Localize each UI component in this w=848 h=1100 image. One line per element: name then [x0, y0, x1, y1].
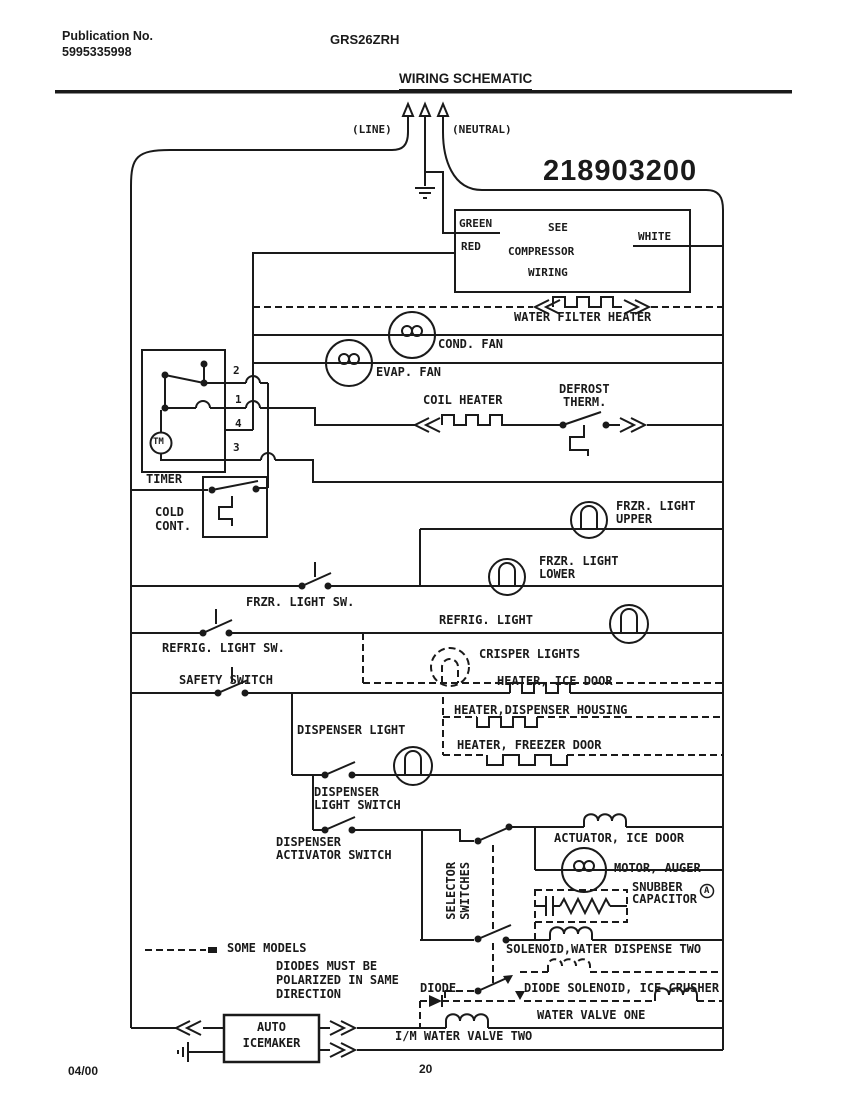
im-water-valve-two-label: I/M WATER VALVE TWO [395, 1029, 533, 1043]
snubber-capacitor-icon [535, 896, 627, 916]
solenoid-water-dispense-label: SOLENOID,WATER DISPENSE TWO [506, 942, 702, 956]
selector-switches-label [445, 842, 473, 940]
publication-number: 5995335998 [62, 45, 132, 59]
timer-motor-label: TM [153, 437, 164, 447]
dispenser-light-switch-label-1: DISPENSER [314, 785, 380, 799]
timer-contact-2: 2 [233, 364, 240, 377]
heater-freezer-door-label: HEATER, FREEZER DOOR [457, 738, 602, 752]
dispenser-activator-switch-label-2: ACTIVATOR SWITCH [276, 848, 392, 862]
selector-switches-label-1: SELECTOR [444, 861, 459, 920]
compressor-label: COMPRESSOR [508, 245, 575, 258]
model-number: GRS26ZRH [330, 32, 400, 47]
cold-control-label-2: CONT. [155, 519, 192, 533]
coil-heater-label: COIL HEATER [423, 393, 503, 407]
dispenser-light-label: DISPENSER LIGHT [297, 723, 406, 737]
left-rail [131, 132, 408, 1028]
cond-fan-label: COND. FAN [438, 337, 504, 351]
legend-dash-end [208, 947, 217, 953]
solid-wiring [131, 104, 723, 1062]
selector-switches-label-2: SWITCHES [458, 861, 472, 920]
solenoid-water-dispense-coil-icon [550, 927, 592, 940]
frzr-light-upper-lamp-icon [571, 502, 607, 538]
dispenser-light-lamp-icon [394, 747, 432, 785]
frzr-light-lower-label-1: FRZR. LIGHT [539, 554, 619, 568]
page-title: WIRING SCHEMATIC [399, 71, 532, 91]
coil-heater-icon [415, 415, 560, 432]
power-plug-icon [403, 104, 448, 132]
diode-icon [429, 995, 442, 1007]
ice-crusher-solenoid-coil-icon [548, 959, 590, 972]
diode-solenoid-ice-crusher-label: DIODE SOLENOID, ICE CRUSHER [524, 981, 720, 995]
heater-dispenser-housing-label: HEATER,DISPENSER HOUSING [454, 703, 628, 717]
heater-freezer-door-icon [487, 755, 567, 765]
motor-auger-label: MOTOR, AUGER [614, 861, 701, 875]
part-number: 218903200 [543, 155, 698, 187]
footer-page-number: 20 [419, 1062, 433, 1076]
refrig-light-sw-label: REFRIG. LIGHT SW. [162, 641, 285, 655]
frzr-light-upper-label-1: FRZR. LIGHT [616, 499, 696, 513]
compressor-wiring-label: WIRING [528, 266, 568, 279]
ground-icon [415, 132, 435, 198]
snubber-label-2: CAPACITOR [632, 892, 698, 906]
diode-note-line-1: DIODES MUST BE [276, 959, 378, 973]
frzr-light-lower-lamp-icon [489, 559, 525, 595]
diode-note-line-2: POLARIZED IN SAME [276, 973, 399, 987]
wire-green-label: GREEN [459, 217, 493, 230]
wire-red-label: RED [461, 240, 481, 253]
publication-label: Publication No. [62, 29, 153, 43]
wire-white-label: WHITE [638, 230, 672, 243]
snubber-label-1: SNUBBER [632, 880, 683, 894]
refrig-light-lamp-icon [610, 605, 648, 643]
defrost-therm-label-1: DEFROST [559, 382, 610, 396]
water-valve-one-label: WATER VALVE ONE [537, 1008, 646, 1022]
snubber-mark-label: A [704, 886, 710, 896]
timer-contact-4: 4 [235, 417, 242, 430]
crisper-lights-label: CRISPER LIGHTS [479, 647, 581, 661]
diode-note-line-3: DIRECTION [276, 987, 342, 1001]
dispenser-activator-switch-label-1: DISPENSER [276, 835, 342, 849]
right-rail [443, 132, 723, 1050]
icemaker-ground-icon [178, 1042, 224, 1062]
timer-contact-3: 3 [233, 441, 240, 454]
actuator-ice-door-label: ACTUATOR, ICE DOOR [554, 831, 685, 845]
cold-control-label-1: COLD [155, 505, 184, 519]
heater-dispenser-housing-icon [477, 717, 537, 727]
diode-label: DIODE [420, 981, 457, 995]
water-filter-heater-label: WATER FILTER HEATER [514, 310, 652, 324]
safety-switch-label: SAFETY SWITCH [179, 673, 273, 687]
legend-label: SOME MODELS [227, 941, 307, 955]
heater-ice-door-label: HEATER, ICE DOOR [497, 674, 613, 688]
compressor-see-label: SEE [548, 221, 568, 234]
frzr-light-upper-label-2: UPPER [616, 512, 653, 526]
auto-icemaker-label-2: ICEMAKER [242, 1036, 301, 1050]
refrig-light-label: REFRIG. LIGHT [439, 613, 533, 627]
auto-icemaker-label-1: AUTO [257, 1020, 286, 1034]
frzr-light-lower-label-2: LOWER [539, 567, 576, 581]
footer-date: 04/00 [68, 1064, 99, 1078]
defrost-therm-icon [563, 412, 723, 456]
line-label: (LINE) [352, 123, 392, 136]
im-water-valve-coil-icon [446, 1014, 488, 1028]
evap-fan-label: EVAP. FAN [376, 365, 442, 379]
actuator-ice-door-coil-icon [578, 814, 723, 827]
neutral-label: (NEUTRAL) [452, 123, 512, 136]
frzr-light-sw-label: FRZR. LIGHT SW. [246, 595, 355, 609]
dispenser-light-switch-label-2: LIGHT SWITCH [314, 798, 401, 812]
defrost-therm-label-2: THERM. [563, 395, 607, 409]
timer-label: TIMER [146, 472, 183, 486]
timer-contact-1: 1 [235, 393, 242, 406]
